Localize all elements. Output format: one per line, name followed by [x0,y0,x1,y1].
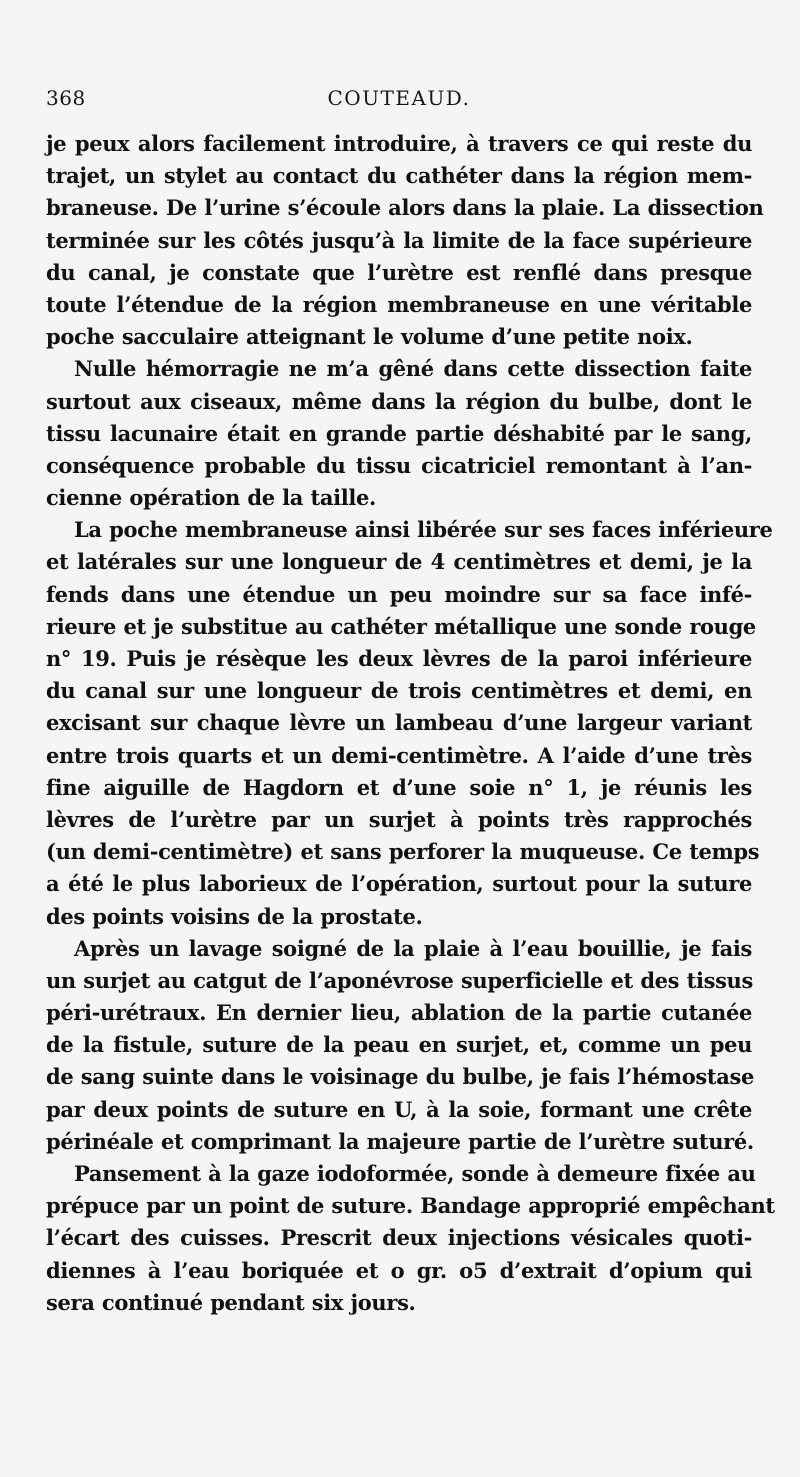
text-line: surtout aux ciseaux, même dans la région du bulbe, dont le [46,388,752,414]
text-line: a été le plus laborieux de l’opération, surtout pour la suture [46,871,752,897]
text-line: lèvres de l’urètre par un surjet à points très rapprochés [46,806,752,832]
text-line: des points voisins de la prostate. [46,903,423,929]
text-line: cienne opération de la taille. [46,485,376,511]
text-line: poche sacculaire atteignant le volume d’une petite noix. [46,324,693,350]
text-line: terminée sur les côtés jusqu’à la limite de la face supérieure [46,227,752,253]
text-line: braneuse. De l’urine s’écoule alors dans la plaie. La dissection [46,195,764,221]
text-line: prépuce par un point de suture. Bandage approprié empêchant [46,1193,775,1219]
text-line: fine aiguille de Hagdorn et d’une soie n° 1, je réunis les [46,774,752,800]
text-line: sera continué pendant six jours. [46,1289,416,1315]
text-line: n° 19. Puis je résèque les deux lèvres de la paroi inférieure [46,646,752,671]
page-header [46,86,752,116]
text-line: du canal sur une longueur de trois centimètres et demi, en [46,678,752,704]
text-line: conséquence probable du tissu cicatriciel remontant à l’an- [46,452,752,478]
text-line: Pansement à la gaze iodoformée, sonde à demeure fixée au [74,1161,756,1186]
text-line: toute l’étendue de la région membraneuse en une véritable [46,291,752,317]
text-line: entre trois quarts et un demi-centimètre. A l’aide d’une très [46,742,752,768]
text-line: Nulle hémorragie ne m’a gêné dans cette dissection faite [74,356,752,382]
text-line: péri-urétraux. En dernier lieu, ablation de la partie cutanée [46,1000,752,1026]
text-line: trajet, un stylet au contact du cathéter dans la région mem- [46,163,752,189]
text-line: rieure et je substitue au cathéter métallique une sonde rouge [46,613,756,639]
text-line: fends dans une étendue un peu moindre sur sa face infé- [46,581,752,607]
text-line: excisant sur chaque lèvre un lambeau d’une largeur variant [46,710,752,736]
text-line: de la fistule, suture de la peau en surjet, et, comme un peu [46,1032,752,1058]
text-line: tissu lacunaire était en grande partie déshabité par le sang, [46,420,752,446]
page-number: 368 [46,86,86,110]
body-text [46,128,775,1319]
text-line: un surjet au catgut de l’aponévrose superficielle et des tissus [46,967,753,993]
text-line: et latérales sur une longueur de 4 centimètres et demi, je la [46,549,752,575]
text-line: de sang suinte dans le voisinage du bulbe, je fais l’hémostase [46,1064,754,1090]
running-head: COUTEAUD. [327,86,471,110]
text-line: du canal, je constate que l’urètre est renflé dans presque [46,259,752,285]
text-line: Après un lavage soigné de la plaie à l’eau bouillie, je fais [74,935,752,961]
text-line: je peux alors facilement introduire, à travers ce qui reste du [46,131,752,156]
text-line: (un demi-centimètre) et sans perforer la muqueuse. Ce temps [46,839,760,865]
text-line: l’écart des cuisses. Prescrit deux injections vésicales quoti- [46,1225,752,1251]
text-line: La poche membraneuse ainsi libérée sur ses faces inférieure [74,517,773,543]
text-line: périnéale et comprimant la majeure partie de l’urètre suturé. [46,1128,754,1154]
text-line: diennes à l’eau boriquée et o gr. o5 d’extrait d’opium qui [46,1257,752,1283]
text-line: par deux points de suture en U, à la soie, formant une crête [46,1096,752,1122]
